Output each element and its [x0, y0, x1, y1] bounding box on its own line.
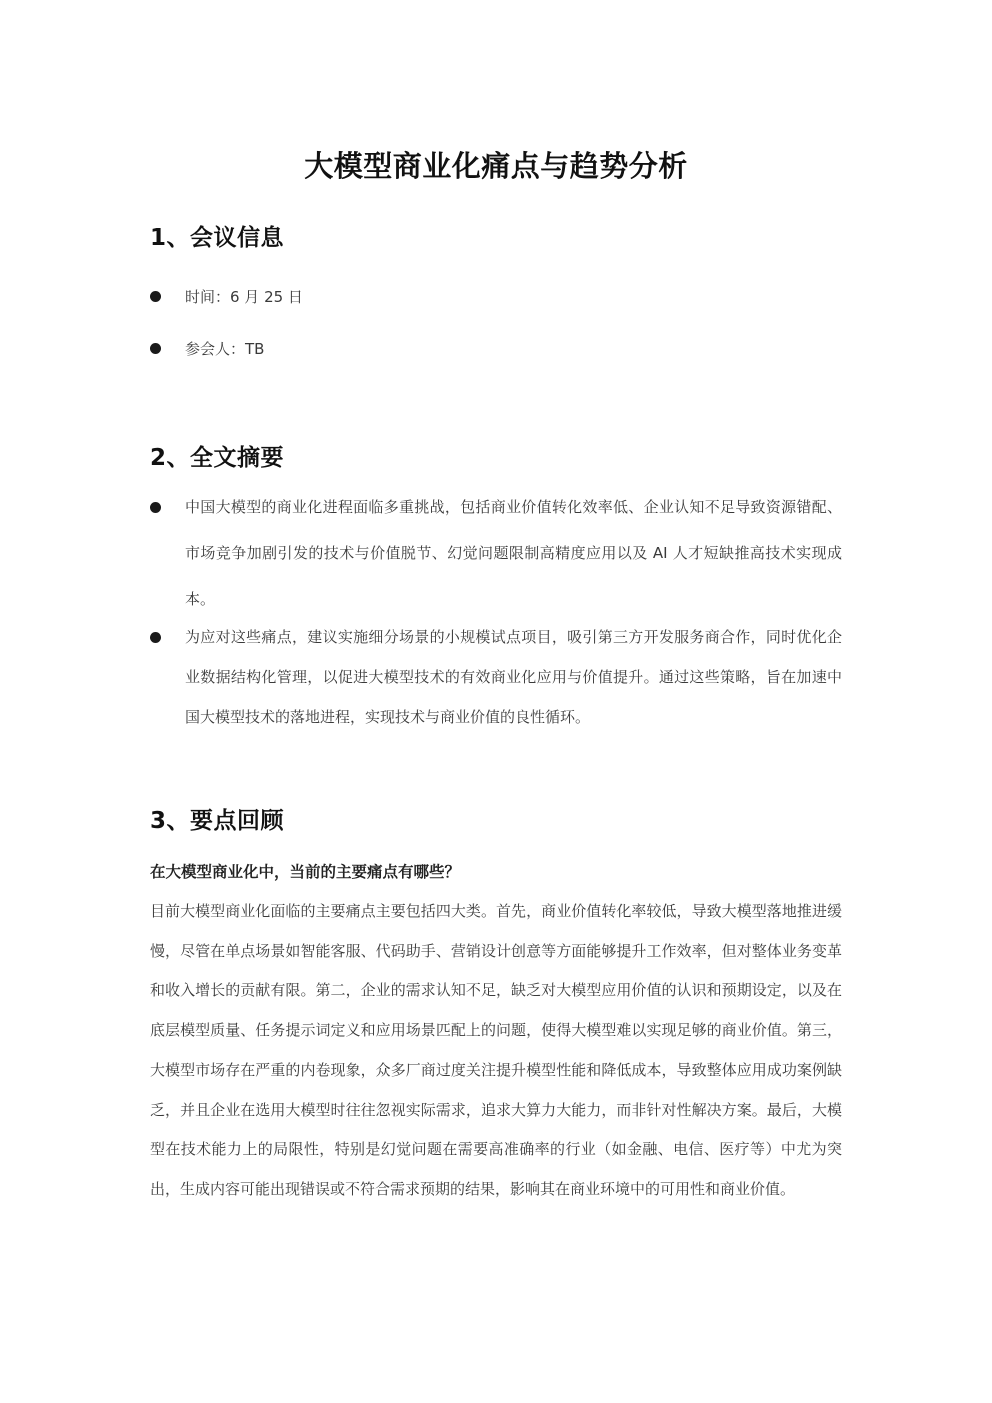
list-item — [150, 484, 842, 622]
section-heading-meeting-info: 1、会议信息 — [150, 225, 285, 251]
list-item — [150, 336, 842, 362]
summary-paragraph: 为应对这些痛点，建议实施细分场景的小规模试点项目，吸引第三方开发服务商合作，同时优化企业数据结构化管理，以促进大模型技术的有效商业化应用与价值提升。通过这些策略，旨在加速中国大模型技术的落地进程，实现技术与商业价值的良性循环。 — [185, 628, 842, 726]
bullet-icon — [150, 291, 161, 302]
meeting-time: 时间：6 月 25 日 — [185, 288, 303, 306]
list-item — [150, 617, 842, 737]
answer-paragraph: 目前大模型商业化面临的主要痛点主要包括四大类。首先，商业价值转化率较低，导致大模型落地推进缓慢，尽管在单点场景如智能客服、代码助手、营销设计创意等方面能够提升工作效率，但对整体业务变革和收入增长的贡献有限。第二，企业的需求认知不足，缺乏对大模型应用价值的认识和预期设定，以及在底层模型质量、任务提示词定义和应用场景匹配上的问题，使得大模型难以实现足够的商业价值。第三，大模型市场存在严重的内卷现象，众多厂商过度关注提升模型性能和降低成本，导致整体应用成功案例缺乏，并且企业在选用大模型时往往忽视实际需求，追求大算力大能力，而非针对性解决方案。最后，大模型在技术能力上的局限性，特别是幻觉问题在需要高准确率的行业（如金融、电信、医疗等）中尤为突出，生成内容可能出现错误或不符合需求预期的结果，影响其在商业环境中的可用性和商业价值。 — [150, 902, 842, 1198]
section-heading-summary: 2、全文摘要 — [150, 445, 285, 471]
document-title: 大模型商业化痛点与趋势分析 — [304, 149, 688, 183]
bullet-icon — [150, 632, 161, 643]
bullet-icon — [150, 502, 161, 513]
meeting-participants: 参会人：TB — [185, 340, 265, 358]
bullet-icon — [150, 343, 161, 354]
question-heading: 在大模型商业化中，当前的主要痛点有哪些？ — [150, 863, 461, 881]
section-heading-review: 3、要点回顾 — [150, 808, 285, 834]
summary-paragraph: 中国大模型的商业化进程面临多重挑战，包括商业价值转化效率低、企业认知不足导致资源错配、市场竞争加剧引发的技术与价值脱节、幻觉问题限制高精度应用以及 AI 人才短缺推高技术实现成本。 — [185, 498, 842, 608]
list-item — [150, 284, 842, 310]
